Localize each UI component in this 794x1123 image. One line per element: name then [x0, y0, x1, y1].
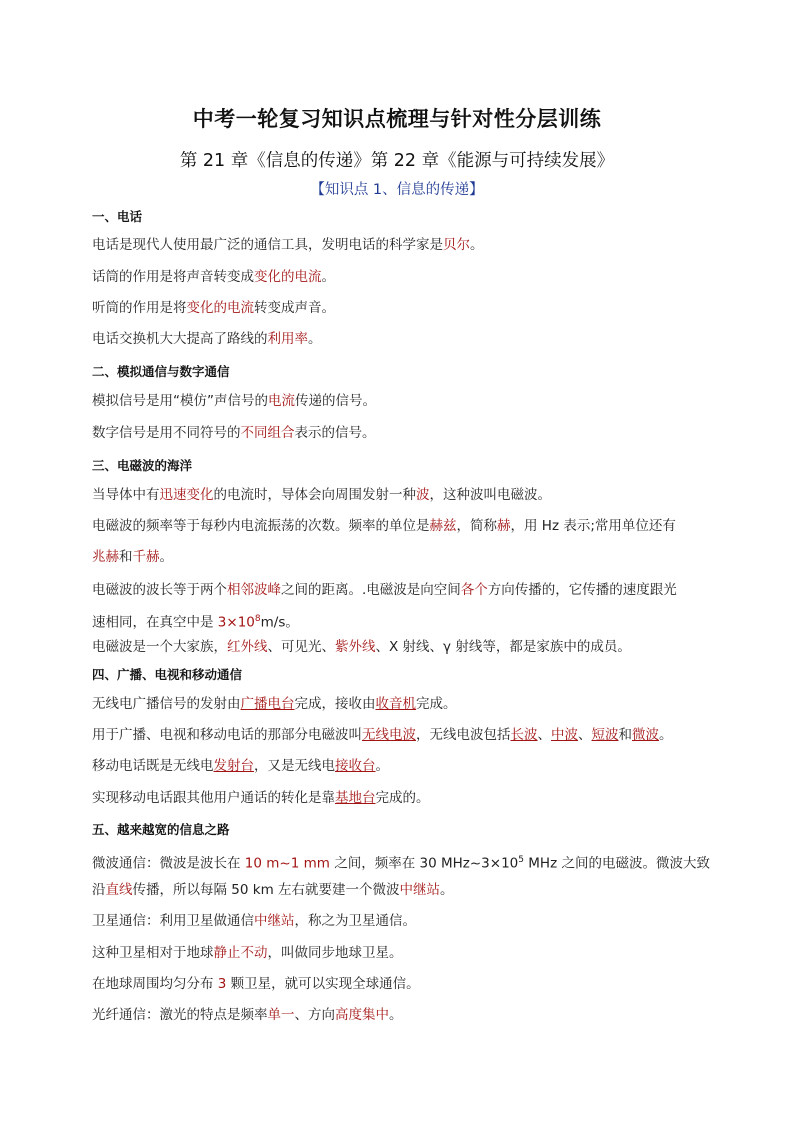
answer-text: 单一	[267, 1007, 295, 1023]
answer-text: 微波	[632, 727, 659, 743]
paragraph: 电磁波的波长等于两个相邻波峰之间的距离。.电磁波是向空间各个方向传播的，它传播的速度跟光	[92, 582, 677, 598]
answer-text: 波	[416, 487, 430, 503]
answer-text: 变化的电流	[186, 300, 254, 316]
answer-text: 中继站	[399, 882, 441, 898]
answer-text: 利用率	[267, 331, 308, 347]
answer-exponent: 8	[254, 614, 261, 624]
answer-text: 中继站	[254, 913, 295, 929]
answer-text: 贝尔	[443, 237, 470, 253]
knowledge-point-heading: 【知识点 1、信息的传递】	[310, 182, 484, 198]
answer-text: 高度集中	[335, 1007, 389, 1023]
answer-text: 3	[217, 976, 227, 992]
answer-text: 相邻波峰	[227, 582, 281, 598]
paragraph: 话筒的作用是将声音转变成变化的电流。	[92, 269, 335, 285]
paragraph: 电磁波的频率等于每秒内电流振荡的次数。频率的单位是赫兹，简称赫，用 Hz 表示;常用单位还有	[92, 518, 676, 534]
answer-text: 不同组合	[240, 425, 295, 441]
paragraph: 卫星通信：利用卫星做通信中继站，称之为卫星通信。	[92, 913, 416, 929]
answer-text: 兆赫	[92, 549, 119, 565]
answer-text: 赫兹	[429, 518, 457, 534]
section-heading-em-waves: 三、电磁波的海洋	[92, 458, 193, 473]
section-heading-telephone: 一、电话	[92, 209, 143, 224]
page-title: 中考一轮复习知识点梳理与针对性分层训练	[192, 107, 602, 131]
section-heading-info-road: 五、越来越宽的信息之路	[92, 822, 230, 837]
answer-text: 基地台	[335, 790, 376, 806]
paragraph: 听筒的作用是将变化的电流转变成声音。	[92, 300, 335, 316]
answer-text: 千赫	[132, 549, 160, 565]
section-heading-broadcast: 四、广播、电视和移动通信	[92, 667, 243, 682]
answer-text: 10 m~1 mm	[244, 855, 330, 872]
paragraph: 光纤通信：激光的特点是频率单一、方向高度集中。	[92, 1007, 403, 1023]
answer-text: 短波	[591, 727, 619, 743]
paragraph: 速相同，在真空中是 $3\times 10^8m/s$。	[92, 614, 299, 631]
paragraph: 沿直线传播，所以每隔 50 km 左右就要建一个微波中继站。	[92, 882, 454, 898]
chapter-subtitle: 第 21 章《信息的传递》第 22 章《能源与可持续发展》	[179, 151, 615, 171]
paragraph: 数字信号是用不同符号的不同组合表示的信号。	[92, 425, 376, 441]
answer-text: 直线	[105, 882, 133, 898]
paragraph: 实现移动电话跟其他用户通话的转化是靠基地台完成的。	[92, 790, 430, 806]
paragraph: 电磁波是一个大家族，红外线、可见光、紫外线、X 射线、γ 射线等，都是家族中的成员。	[92, 639, 631, 655]
answer-text: 紫外线	[335, 639, 376, 655]
answer-text: 长波	[510, 727, 538, 743]
answer-text: 收音机	[375, 696, 416, 712]
answer-text: 静止不动	[213, 945, 268, 961]
paragraph: 用于广播、电视和移动电话的那部分电磁波叫无线电波，无线电波包括长波、中波、短波和微波。	[92, 727, 673, 743]
paragraph: 微波通信：微波是波长在 10 m~1 mm 之间，频率在 30 $MHz\sim 3\times 10^5$ MHz 之间的电磁波。微波大致	[92, 855, 710, 872]
answer-text: 中波	[551, 727, 578, 743]
answer-text: 接收台	[335, 758, 376, 774]
answer-text: 广播电台	[240, 696, 295, 712]
section-heading-analog-digital: 二、模拟通信与数字通信	[92, 364, 230, 379]
paragraph: 移动电话既是无线电发射台，又是无线电接收台。	[92, 758, 389, 774]
answer-text: 变化的电流	[254, 269, 322, 285]
paragraph: 兆赫和千赫。	[92, 549, 173, 565]
paragraph: 无线电广播信号的发射由广播电台完成，接收由收音机完成。	[92, 696, 457, 712]
paragraph: 模拟信号是用“模仿”声信号的电流传递的信号。	[92, 393, 376, 409]
paragraph: 电话是现代人使用最广泛的通信工具，发明电话的科学家是贝尔。	[92, 237, 484, 253]
answer-text: 3×10	[217, 614, 255, 631]
paragraph: 这种卫星相对于地球静止不动，叫做同步地球卫星。	[92, 945, 403, 961]
answer-text: 红外线	[227, 639, 268, 655]
answer-text: 迅速变化	[159, 487, 214, 503]
answer-text: 无线电波	[362, 727, 416, 743]
answer-text: 各个	[460, 582, 488, 598]
answer-text: 电流	[268, 393, 295, 409]
answer-text: 赫	[497, 518, 511, 534]
answer-text: 发射台	[213, 758, 254, 774]
paragraph: 当导体中有迅速变化的电流时，导体会向周围发射一种波，这种波叫电磁波。	[92, 487, 551, 503]
paragraph: 电话交换机大大提高了路线的利用率。	[92, 331, 322, 347]
exponent: 5	[518, 855, 524, 865]
paragraph: 在地球周围均匀分布 3 颗卫星，就可以实现全球通信。	[92, 976, 420, 992]
